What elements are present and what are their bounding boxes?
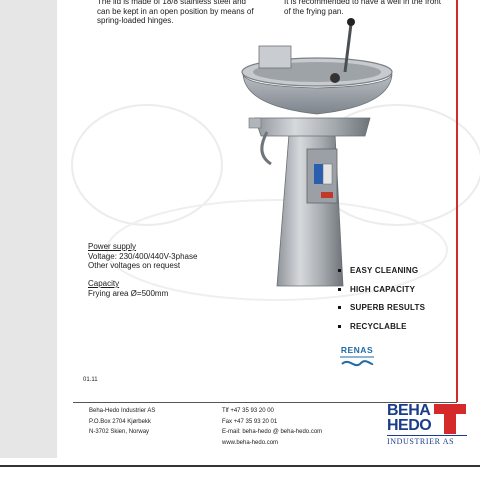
pan-line-2: of the frying pan. [284, 6, 344, 16]
feature-list [338, 266, 425, 340]
red-vertical-rule [456, 0, 458, 402]
footer-email: E-mail: beha-hedo @ beha-hedo.com [222, 429, 323, 435]
viewer-bottom-bar [0, 458, 480, 480]
capacity-section [88, 279, 258, 298]
document-date: 01.11 [83, 377, 98, 383]
footer-fax: Fax +47 35 93 20 01 [222, 418, 278, 425]
logo-red-mark [430, 402, 470, 434]
feature-item: RECYCLABLE [338, 322, 425, 341]
voltage-line: Voltage: 230/400/440V-3phase [88, 251, 198, 261]
lid-line-2: can be kept in an open position by means of [97, 6, 254, 16]
footer-phone: Tlf +47 35 93 20 00 [222, 408, 274, 414]
lid-line-1: The lid is made of 18/8 stainless steel and [97, 0, 246, 6]
viewer-separator [0, 465, 480, 467]
logo-beha: BEHA [387, 402, 431, 419]
beha-hedo-logo [385, 401, 470, 447]
feature-item: EASY CLEANING [338, 266, 425, 285]
document-page [57, 0, 480, 458]
power-supply-section [88, 242, 258, 271]
footer-contact [222, 406, 322, 448]
footer-company-address [89, 406, 155, 438]
power-supply-heading: Power supply [88, 242, 137, 251]
footer-po-box: P.O.Box 2704 Kjørbekk [89, 418, 151, 425]
feature-item: SUPERB RESULTS [338, 303, 425, 322]
capacity-heading: Capacity [88, 279, 120, 288]
footer-company-name: Beha-Hedo Industrier AS [89, 408, 156, 414]
pan-line-1: It is recommended to have a well in the front [284, 0, 441, 6]
renas-wave-icon [339, 356, 375, 370]
other-voltages-line: Other voltages on request [88, 261, 181, 270]
logo-industrier: INDUSTRIER AS [387, 435, 467, 446]
frying-area-line: Frying area Ø=500mm [88, 288, 169, 298]
footer-website: www.beha-hedo.com [222, 439, 279, 446]
renas-label: RENAS [340, 345, 374, 355]
lid-line-3: spring-loaded hinges. [97, 16, 174, 25]
footer-city: N-3702 Skien, Norway [89, 429, 150, 435]
logo-hedo: HEDO [387, 417, 432, 434]
feature-item: HIGH CAPACITY [338, 285, 425, 304]
renas-logo [339, 345, 375, 371]
